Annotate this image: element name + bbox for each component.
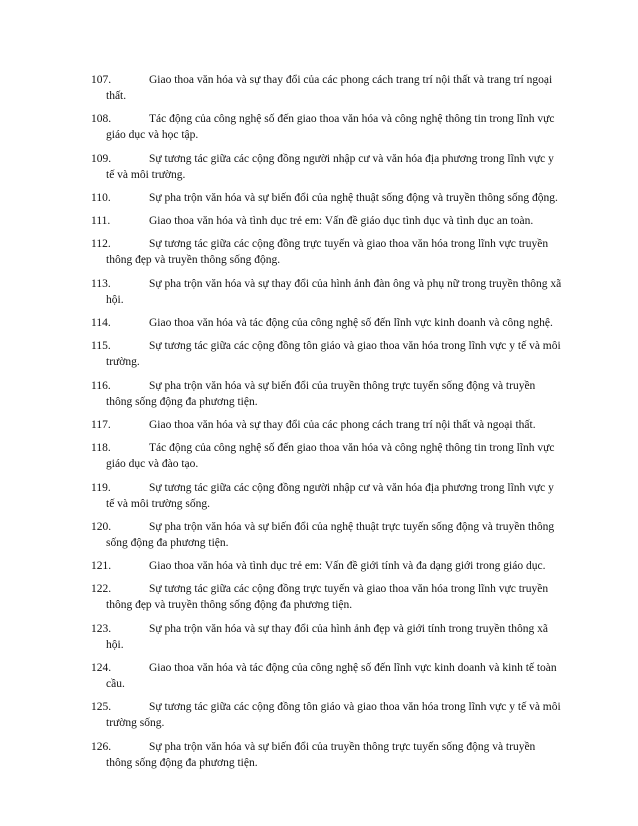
item-text: Sự tương tác giữa các cộng đồng người nhập cư và văn hóa địa phương trong lĩnh vực y [149, 152, 554, 165]
item-text-continuation: tế và môi trường sống. [106, 497, 210, 510]
list-item [91, 519, 571, 551]
item-text: Sự pha trộn văn hóa và sự biến đổi của truyền thông trực tuyến sống động và truyền [149, 379, 536, 392]
item-number: 110. [91, 191, 111, 204]
item-text: Giao thoa văn hóa và sự thay đổi của các phong cách trang trí nội thất và ngoại thất. [149, 418, 536, 431]
item-text-continuation: giáo dục và đào tạo. [106, 458, 199, 471]
item-text-continuation: tế và môi trường. [106, 168, 186, 181]
list-item [91, 213, 571, 229]
item-number: 118. [91, 442, 111, 455]
list-item [91, 111, 571, 143]
item-text: Giao thoa văn hóa và sự thay đổi của các phong cách trang trí nội thất và trang trí ngoại [149, 74, 553, 86]
list-item-first-line [91, 417, 571, 433]
item-text-continuation: thông đẹp và truyền thông sống động đa phương tiện. [106, 599, 353, 612]
list-item [91, 338, 571, 370]
item-number: 123. [91, 622, 112, 635]
item-number: 116. [91, 379, 111, 392]
item-number: 126. [91, 740, 112, 753]
item-text: Sự pha trộn văn hóa và sự biến đổi của nghệ thuật trực tuyến sống động và truyền thông [149, 520, 555, 533]
item-text: Tác động của công nghệ số đến giao thoa văn hóa và công nghệ thông tin trong lĩnh vực [149, 442, 555, 455]
list-item-first-line [91, 378, 571, 394]
list-item [91, 276, 571, 308]
item-text-continuation: thất. [106, 90, 127, 102]
item-text: Sự pha trộn văn hóa và sự thay đổi của hình ảnh đẹp và giới tính trong truyền thông xã [149, 622, 548, 635]
item-text: Sự pha trộn văn hóa và sự thay đổi của hình ảnh đàn ông và phụ nữ trong truyền thông xã [149, 277, 562, 290]
item-number: 111. [91, 215, 111, 228]
item-text-continuation: trường sống. [106, 717, 165, 730]
item-text: Sự tương tác giữa các cộng đồng trực tuyến và giao thoa văn hóa trong lĩnh vực truyền [149, 238, 549, 251]
list-item-first-line [91, 581, 571, 597]
item-text: Giao thoa văn hóa và tình dục trẻ em: Vấn đề giáo dục tình dục và tình dục an toàn. [149, 215, 534, 228]
numbered-topic-list [91, 72, 571, 778]
item-text: Sự tương tác giữa các cộng đồng trực tuyến và giao thoa văn hóa trong lĩnh vực truyền [149, 583, 549, 596]
list-item [91, 440, 571, 472]
item-text-continuation: sống động đa phương tiện. [106, 536, 229, 549]
item-text-continuation: thông sống động đa phương tiện. [106, 756, 258, 769]
list-item-first-line [91, 739, 571, 755]
item-number: 112. [91, 238, 111, 251]
list-item [91, 72, 571, 104]
list-item-first-line [91, 699, 571, 715]
list-item-first-line [91, 558, 571, 574]
item-text: Sự tương tác giữa các cộng đồng người nhập cư và văn hóa địa phương trong lĩnh vực y [149, 481, 554, 494]
item-text: Sự tương tác giữa các cộng đồng tôn giáo và giao thoa văn hóa trong lĩnh vực y tế và môi [149, 701, 561, 714]
list-item-first-line [91, 519, 571, 535]
list-item [91, 417, 571, 433]
item-number: 114. [91, 317, 111, 330]
item-text-continuation: giáo dục và học tập. [106, 129, 199, 142]
item-number: 119. [91, 481, 111, 494]
list-item-first-line [91, 621, 571, 637]
item-number: 124. [91, 662, 112, 675]
item-number: 108. [91, 113, 112, 126]
list-item [91, 660, 571, 692]
list-item [91, 315, 571, 331]
list-item-first-line [91, 151, 571, 167]
list-item-first-line [91, 190, 571, 206]
list-item [91, 699, 571, 731]
item-number: 117. [91, 418, 111, 431]
item-number: 122. [91, 583, 112, 596]
item-number: 125. [91, 701, 112, 714]
list-item [91, 621, 571, 653]
list-item-first-line [91, 480, 571, 496]
item-text: Sự pha trộn văn hóa và sự biến đổi của nghệ thuật sống động và truyền thông sống động. [149, 191, 558, 204]
list-item [91, 558, 571, 574]
item-text: Sự tương tác giữa các cộng đồng tôn giáo và giao thoa văn hóa trong lĩnh vực y tế và môi [149, 340, 561, 353]
item-number: 109. [91, 152, 112, 165]
list-item-first-line [91, 440, 571, 456]
list-item [91, 151, 571, 183]
list-item-first-line [91, 111, 571, 127]
list-item-first-line [91, 315, 571, 331]
list-item-first-line [91, 338, 571, 354]
list-item [91, 378, 571, 410]
item-text-continuation: thông đẹp và truyền thông sống động. [106, 254, 281, 267]
item-number: 121. [91, 560, 112, 573]
item-number: 120. [91, 520, 112, 533]
item-number: 113. [91, 277, 111, 290]
item-number: 115. [91, 340, 111, 353]
item-text-continuation: cầu. [106, 678, 125, 691]
list-item [91, 190, 571, 206]
item-text: Sự pha trộn văn hóa và sự biến đổi của truyền thông trực tuyến sống động và truyền [149, 740, 536, 753]
item-text: Giao thoa văn hóa và tác động của công nghệ số đến lĩnh vực kinh doanh và kinh tế toàn [149, 662, 557, 675]
item-text-continuation: hội. [106, 638, 124, 651]
item-text-continuation: hội. [106, 293, 124, 306]
item-text: Giao thoa văn hóa và tác động của công nghệ số đến lĩnh vực kinh doanh và công nghệ. [149, 317, 553, 330]
item-text-continuation: thông sống động đa phương tiện. [106, 395, 258, 408]
list-item [91, 739, 571, 771]
list-item-first-line [91, 213, 571, 229]
list-item-first-line [91, 660, 571, 676]
item-text: Giao thoa văn hóa và tình dục trẻ em: Vấn đề giới tính và đa dạng giới trong giáo dục. [149, 560, 546, 573]
item-number: 107. [91, 74, 112, 86]
list-item-first-line [91, 72, 571, 88]
item-text-continuation: trường. [106, 356, 140, 369]
list-item-first-line [91, 236, 571, 252]
list-item [91, 480, 571, 512]
item-text: Tác động của công nghệ số đến giao thoa văn hóa và công nghệ thông tin trong lĩnh vực [149, 113, 555, 126]
list-item-first-line [91, 276, 571, 292]
list-item [91, 581, 571, 613]
list-item [91, 236, 571, 268]
